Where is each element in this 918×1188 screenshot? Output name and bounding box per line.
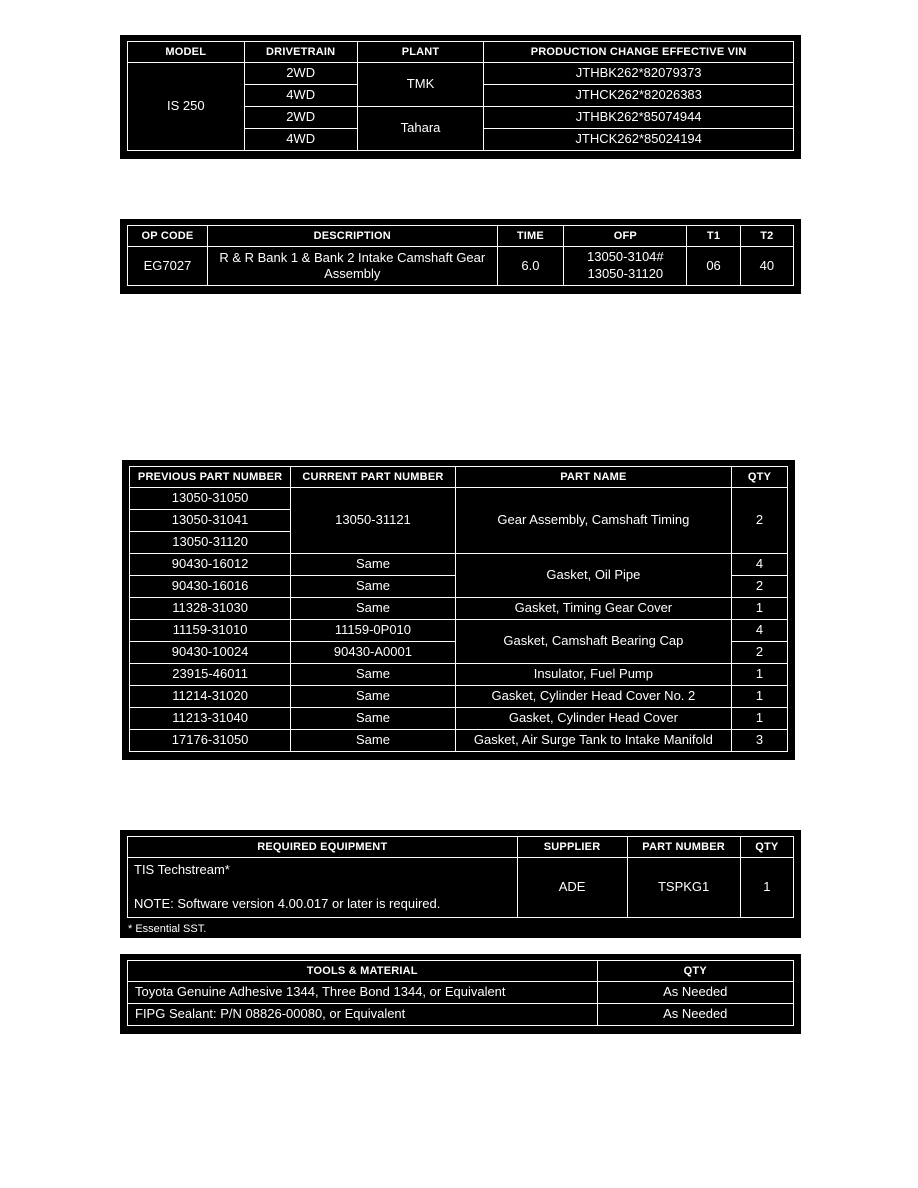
column-header-description: DESCRIPTION [207, 226, 497, 247]
equipment-header-row [128, 837, 794, 858]
table-row [130, 620, 788, 642]
part-name-cell: Gasket, Oil Pipe [455, 554, 731, 598]
tools-header-row [128, 961, 794, 982]
table-row [130, 554, 788, 576]
equipment-table-section [120, 830, 801, 938]
column-header-qty: QTY [740, 837, 793, 858]
ofp-cell [564, 247, 687, 286]
table-row [130, 664, 788, 686]
qty-cell: 1 [732, 686, 788, 708]
current-part-cell: Same [291, 686, 456, 708]
previous-part-cell: 11159-31010 [130, 620, 291, 642]
qty-cell: 4 [732, 620, 788, 642]
tool-item-cell: FIPG Sealant: P/N 08826-00080, or Equivalent [128, 1004, 598, 1026]
part-name-cell: Gasket, Cylinder Head Cover No. 2 [455, 686, 731, 708]
vin-table [127, 41, 794, 151]
previous-part-cell: 23915-46011 [130, 664, 291, 686]
ofp-line-2: 13050-31120 [587, 265, 664, 281]
parts-table [129, 466, 788, 752]
column-header-drivetrain: DRIVETRAIN [244, 42, 357, 63]
previous-part-cell: 17176-31050 [130, 730, 291, 752]
qty-cell: 4 [732, 554, 788, 576]
qty-cell: 1 [732, 598, 788, 620]
table-row [130, 686, 788, 708]
current-part-cell: Same [291, 730, 456, 752]
previous-part-cell: 13050-31041 [130, 510, 291, 532]
qty-cell: 3 [732, 730, 788, 752]
column-header-opcode: OP CODE [128, 226, 208, 247]
current-part-cell: Same [291, 708, 456, 730]
drivetrain-cell: 2WD [244, 107, 357, 129]
current-part-cell: 11159-0P010 [291, 620, 456, 642]
table-row [130, 598, 788, 620]
qty-cell: 2 [732, 576, 788, 598]
part-name-cell: Gasket, Air Surge Tank to Intake Manifold [455, 730, 731, 752]
previous-part-cell: 90430-16016 [130, 576, 291, 598]
table-row [130, 708, 788, 730]
t2-cell: 40 [740, 247, 793, 286]
column-header-part-name: PART NAME [455, 467, 731, 488]
column-header-t2: T2 [740, 226, 793, 247]
drivetrain-cell: 4WD [244, 85, 357, 107]
part-name-cell: Gasket, Camshaft Bearing Cap [455, 620, 731, 664]
column-header-current-part: CURRENT PART NUMBER [291, 467, 456, 488]
column-header-qty: QTY [732, 467, 788, 488]
previous-part-cell: 13050-31050 [130, 488, 291, 510]
equipment-name: TIS Techstream* [134, 862, 230, 877]
equipment-cell [128, 858, 518, 918]
table-row [130, 488, 788, 510]
tool-item-cell: Toyota Genuine Adhesive 1344, Three Bond 1344, or Equivalent [128, 982, 598, 1004]
part-name-cell: Gasket, Timing Gear Cover [455, 598, 731, 620]
column-header-required-equipment: REQUIRED EQUIPMENT [128, 837, 518, 858]
equipment-note: NOTE: Software version 4.00.017 or later is required. [134, 896, 441, 912]
table-row [128, 982, 794, 1004]
plant-cell: Tahara [357, 107, 484, 151]
model-cell: IS 250 [128, 63, 245, 151]
part-name-cell: Insulator, Fuel Pump [455, 664, 731, 686]
column-header-part-number: PART NUMBER [627, 837, 740, 858]
vin-cell: JTHCK262*82026383 [484, 85, 794, 107]
opcode-table-section [120, 219, 801, 294]
parts-table-section [122, 460, 795, 760]
table-row [128, 1004, 794, 1026]
column-header-previous-part: PREVIOUS PART NUMBER [130, 467, 291, 488]
t1-cell: 06 [687, 247, 740, 286]
supplier-cell: ADE [517, 858, 627, 918]
qty-cell: 2 [732, 642, 788, 664]
previous-part-cell: 11213-31040 [130, 708, 291, 730]
qty-cell: 1 [732, 664, 788, 686]
plant-cell: TMK [357, 63, 484, 107]
qty-cell: 2 [732, 488, 788, 554]
tools-table [127, 960, 794, 1026]
qty-cell: As Needed [597, 1004, 793, 1026]
equipment-table [127, 836, 794, 918]
previous-part-cell: 90430-10024 [130, 642, 291, 664]
column-header-tools-material: TOOLS & MATERIAL [128, 961, 598, 982]
column-header-t1: T1 [687, 226, 740, 247]
table-row [128, 247, 794, 286]
part-number-cell: TSPKG1 [627, 858, 740, 918]
tools-table-section [120, 954, 801, 1034]
column-header-qty: QTY [597, 961, 793, 982]
current-part-cell: Same [291, 598, 456, 620]
column-header-vin: PRODUCTION CHANGE EFFECTIVE VIN [484, 42, 794, 63]
current-part-cell: 13050-31121 [291, 488, 456, 554]
previous-part-cell: 13050-31120 [130, 532, 291, 554]
previous-part-cell: 11328-31030 [130, 598, 291, 620]
opcode-cell: EG7027 [128, 247, 208, 286]
current-part-cell: Same [291, 576, 456, 598]
current-part-cell: Same [291, 664, 456, 686]
opcode-table [127, 225, 794, 286]
vin-cell: JTHBK262*82079373 [484, 63, 794, 85]
current-part-cell: Same [291, 554, 456, 576]
vin-table-header-row [128, 42, 794, 63]
ofp-line-1: 13050-3104# [587, 249, 664, 264]
previous-part-cell: 11214-31020 [130, 686, 291, 708]
essential-sst-footnote: * Essential SST. [128, 923, 207, 935]
part-name-cell: Gasket, Cylinder Head Cover [455, 708, 731, 730]
parts-header-row [130, 467, 788, 488]
column-header-model: MODEL [128, 42, 245, 63]
drivetrain-cell: 2WD [244, 63, 357, 85]
column-header-supplier: SUPPLIER [517, 837, 627, 858]
table-row [130, 730, 788, 752]
vin-cell: JTHBK262*85074944 [484, 107, 794, 129]
time-cell: 6.0 [497, 247, 564, 286]
current-part-cell: 90430-A0001 [291, 642, 456, 664]
qty-cell: 1 [732, 708, 788, 730]
drivetrain-cell: 4WD [244, 129, 357, 151]
previous-part-cell: 90430-16012 [130, 554, 291, 576]
vin-cell: JTHCK262*85024194 [484, 129, 794, 151]
column-header-ofp: OFP [564, 226, 687, 247]
column-header-time: TIME [497, 226, 564, 247]
description-cell: R & R Bank 1 & Bank 2 Intake Camshaft Gear Assembly [207, 247, 497, 286]
qty-cell: 1 [740, 858, 793, 918]
table-row [128, 63, 794, 85]
part-name-cell: Gear Assembly, Camshaft Timing [455, 488, 731, 554]
table-row [128, 858, 794, 918]
opcode-header-row [128, 226, 794, 247]
column-header-plant: PLANT [357, 42, 484, 63]
qty-cell: As Needed [597, 982, 793, 1004]
vin-table-section [120, 35, 801, 159]
